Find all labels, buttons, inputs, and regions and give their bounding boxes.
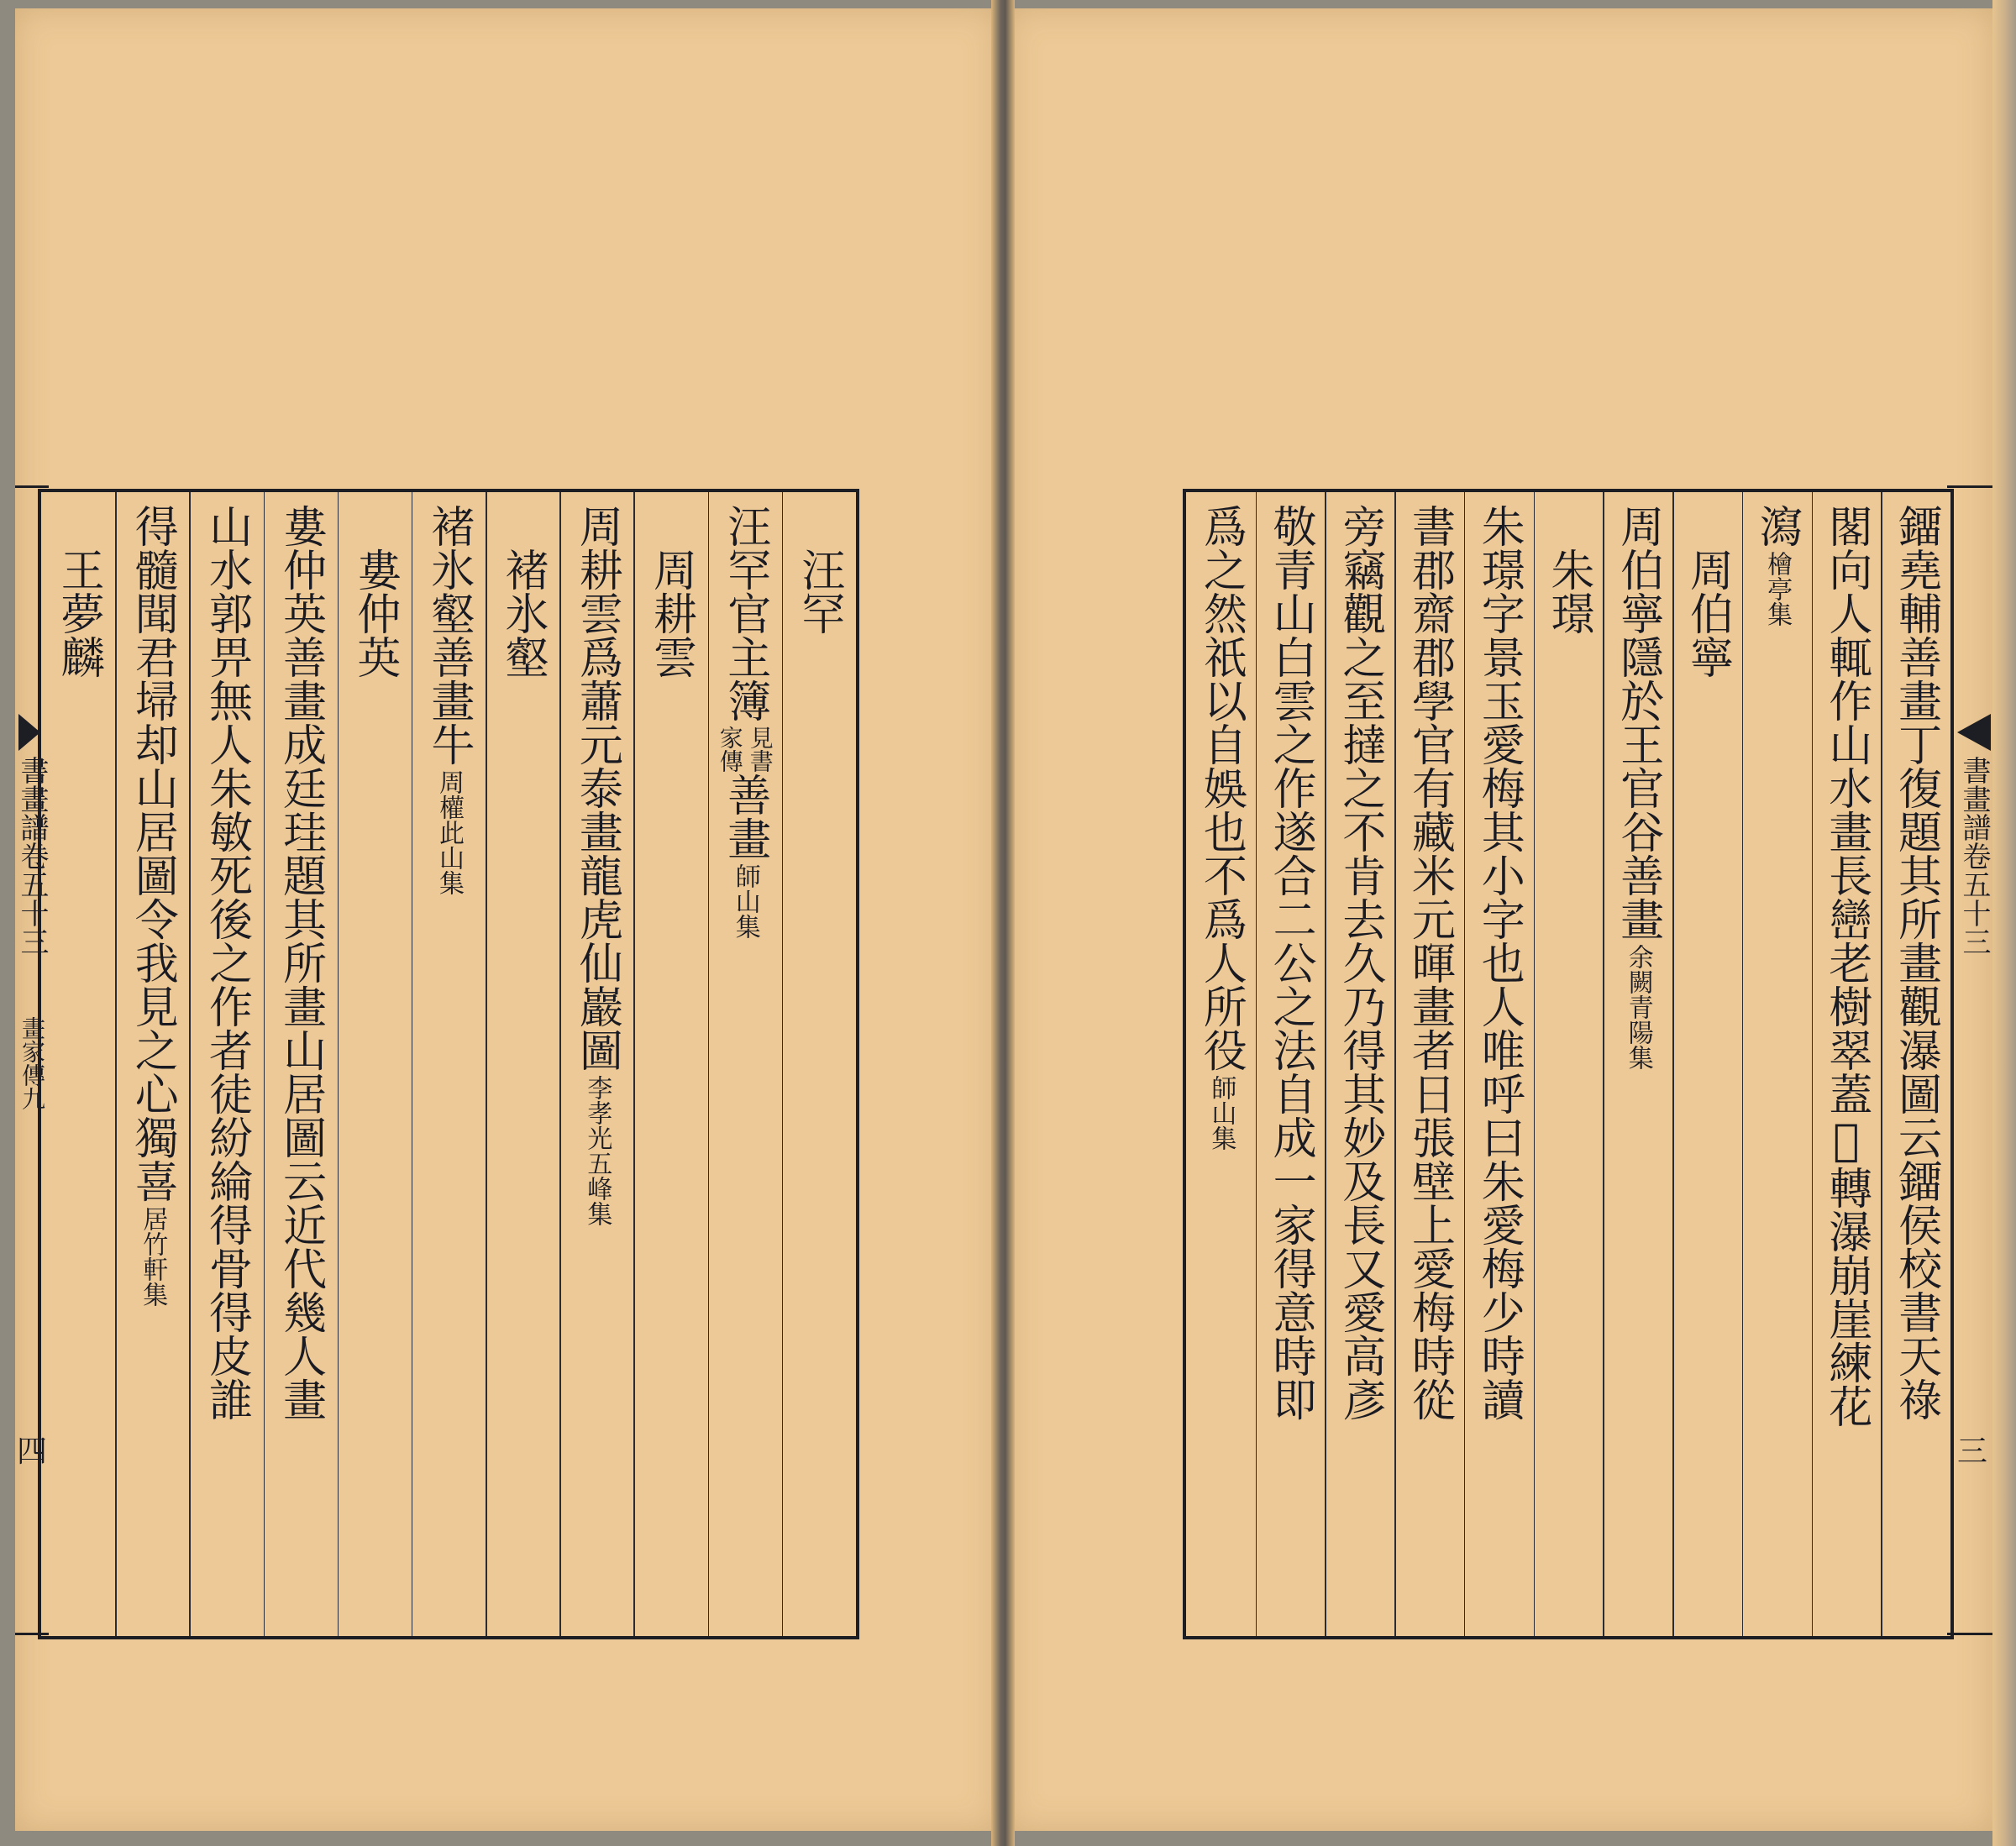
text-column xyxy=(274,504,328,1421)
text-column xyxy=(570,504,623,1226)
annotation-note xyxy=(433,769,465,895)
book-spine-gutter xyxy=(991,0,1015,1846)
column-text: 敬青山白雲之作遂合二公之法自成一家得意時即 xyxy=(1265,504,1316,1421)
column-rule xyxy=(338,492,339,1636)
text-column xyxy=(1403,504,1457,1421)
column-text: 周伯寧 xyxy=(1682,504,1733,679)
column-rule xyxy=(633,492,635,1636)
right-margin-top-line xyxy=(1947,485,1992,488)
column-rule xyxy=(1672,492,1674,1636)
text-column xyxy=(51,504,105,679)
annotation-line: 居竹軒集 xyxy=(138,1206,168,1307)
text-column xyxy=(199,504,253,1421)
column-text: 汪罕官主簿 xyxy=(719,504,770,722)
annotation-line: 師山集 xyxy=(730,863,760,939)
column-text: 朱璟字景玉愛梅其小字也人唯呼曰朱愛梅少時讀 xyxy=(1473,504,1525,1421)
left-margin-title: 書畫譜卷五十三 xyxy=(15,756,49,956)
text-column xyxy=(644,504,698,679)
text-column xyxy=(1194,504,1247,1151)
column-text: 瀉 xyxy=(1751,504,1803,548)
annotation-note xyxy=(1761,551,1793,627)
column-rule xyxy=(486,492,487,1636)
annotation-line: 家傳 xyxy=(716,726,744,773)
annotation-note xyxy=(729,863,761,939)
annotation-line: 余闕青陽集 xyxy=(1623,944,1653,1070)
column-rule xyxy=(708,492,710,1636)
right-page-number: 三 xyxy=(1957,1434,1988,1469)
text-column xyxy=(1611,504,1665,1070)
annotation-line: 檜亭集 xyxy=(1762,551,1793,627)
column-rule xyxy=(115,492,117,1636)
fish-tail-mark-right xyxy=(1957,714,1991,751)
annotation-note xyxy=(1205,1075,1236,1151)
column-text: 王夢麟 xyxy=(53,504,104,679)
column-text: 書郡齋郡學官有藏米元暉畫者日張壁上愛梅時從 xyxy=(1404,504,1455,1421)
left-page-number: 四 xyxy=(17,1434,48,1469)
column-rule xyxy=(264,492,265,1636)
column-rule xyxy=(1812,492,1814,1636)
text-column xyxy=(125,504,179,1307)
text-column xyxy=(422,504,475,895)
text-column xyxy=(348,504,402,679)
column-text: 閣向人輒作山水畫長巒老樹翠蓋𢾾轉瀑崩崖練花 xyxy=(1820,504,1872,1428)
column-text: 善畫 xyxy=(719,773,770,860)
annotation-note xyxy=(1622,944,1654,1070)
left-text-frame xyxy=(38,489,859,1639)
annotation-note xyxy=(580,1075,612,1226)
column-text: 朱璟 xyxy=(1543,504,1593,635)
text-column xyxy=(1541,504,1595,635)
text-column xyxy=(496,504,549,679)
column-text: 得髓聞君埽却山居圖令我見之心獨喜 xyxy=(127,504,178,1203)
annotation-line: 師山集 xyxy=(1206,1075,1236,1151)
right-margin-bottom-line xyxy=(1947,1633,1992,1635)
left-margin-top-line xyxy=(15,485,49,488)
annotation-note xyxy=(716,726,774,773)
column-rule xyxy=(782,492,784,1636)
column-text: 汪罕 xyxy=(793,504,844,635)
column-rule xyxy=(1881,492,1882,1636)
text-column xyxy=(1333,504,1387,1421)
annotation-line: 李孝光五峰集 xyxy=(582,1075,612,1226)
text-column xyxy=(718,504,772,939)
column-rule xyxy=(1464,492,1466,1636)
column-rule xyxy=(189,492,191,1636)
annotation-line: 見書 xyxy=(746,726,774,773)
column-text: 山水郭畀無人朱敏死後之作者徒紛綸得骨得皮誰 xyxy=(201,504,252,1421)
column-text: 褚氷壑善畫牛 xyxy=(423,504,474,766)
column-text: 周伯寧隱於王官谷善畫 xyxy=(1612,504,1663,941)
annotation-note xyxy=(136,1206,168,1307)
column-text: 褚氷壑 xyxy=(497,504,549,679)
column-text: 婁仲英善畫成廷珪題其所畫山居圖云近代幾人畫 xyxy=(275,504,326,1421)
right-margin-title: 書畫譜卷五十三 xyxy=(1957,756,1991,956)
column-text: 周耕雲爲蕭元泰畫龍虎仙巖圖 xyxy=(571,504,622,1072)
column-rule xyxy=(1534,492,1536,1636)
column-rule xyxy=(1394,492,1396,1636)
page-edge xyxy=(1992,0,2016,1846)
column-rule xyxy=(412,492,413,1636)
column-text: 爲之然祇以自娛也不爲人所役 xyxy=(1195,504,1247,1072)
column-rule xyxy=(559,492,561,1636)
text-column xyxy=(1680,504,1734,679)
right-text-frame xyxy=(1183,489,1954,1639)
text-column xyxy=(1750,504,1803,627)
text-column xyxy=(1472,504,1525,1421)
column-rule xyxy=(1742,492,1744,1636)
text-column xyxy=(1819,504,1873,1428)
text-column xyxy=(1889,504,1943,1421)
column-rule xyxy=(1256,492,1257,1636)
text-column xyxy=(1263,504,1317,1421)
annotation-line: 周權此山集 xyxy=(434,769,464,895)
left-margin-section: 畫家傳九 xyxy=(18,1016,46,1110)
column-text: 鐂堯輔善畫丁復題其所畫觀瀑圖云鐂侯校書天祿 xyxy=(1890,504,1941,1421)
column-text: 周耕雲 xyxy=(645,504,696,679)
text-column xyxy=(792,504,846,635)
column-rule xyxy=(1603,492,1604,1636)
column-rule xyxy=(1325,492,1326,1636)
column-text: 婁仲英 xyxy=(349,504,400,679)
column-text: 旁竊觀之至撻之不肯去久乃得其妙及長又愛高彥 xyxy=(1334,504,1385,1421)
